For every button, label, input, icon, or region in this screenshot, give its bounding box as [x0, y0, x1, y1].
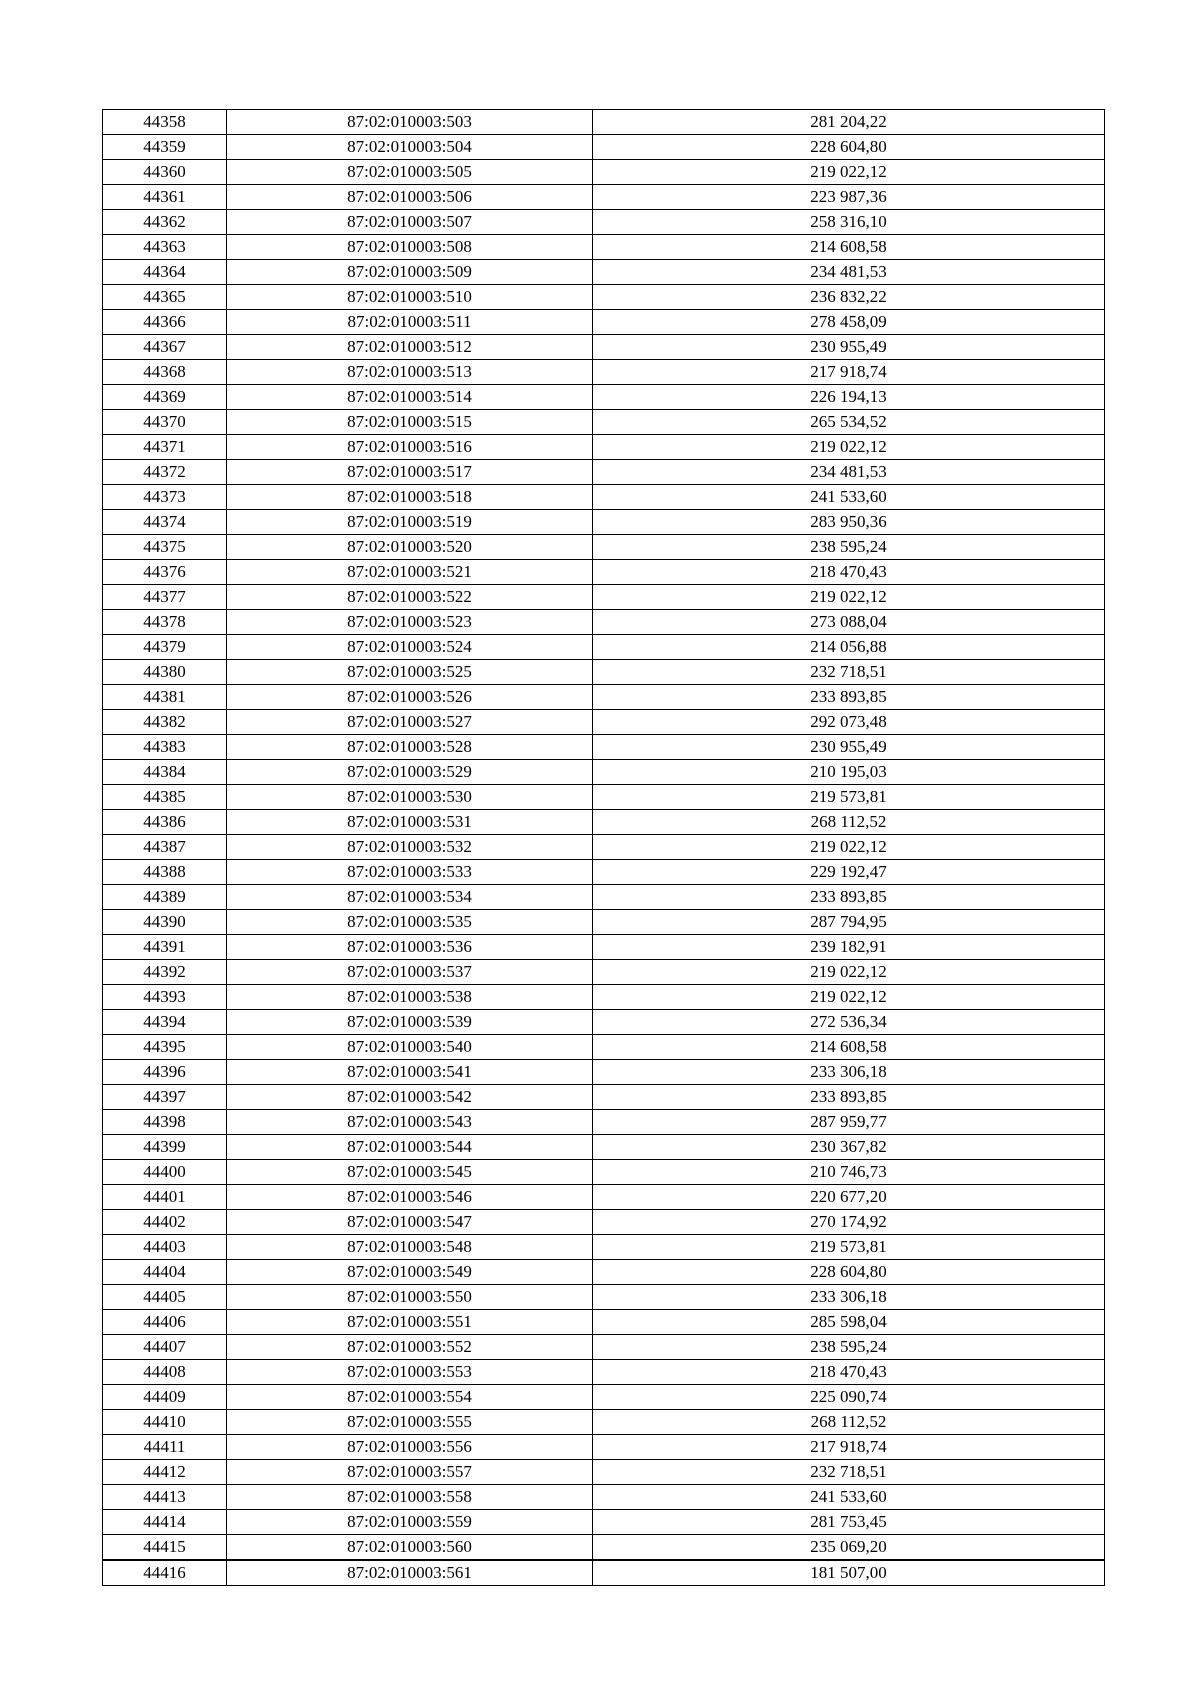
table-row [103, 1160, 1105, 1185]
table-row [103, 835, 1105, 860]
value-cell: 236 832,22 [593, 285, 1105, 310]
cadastral-number-cell: 87:02:010003:514 [227, 385, 593, 410]
value-cell: 258 316,10 [593, 210, 1105, 235]
row-number-cell: 44379 [103, 635, 227, 660]
row-number-cell: 44361 [103, 185, 227, 210]
cadastral-number-cell: 87:02:010003:552 [227, 1335, 593, 1360]
row-number-cell: 44396 [103, 1060, 227, 1085]
value-cell: 283 950,36 [593, 510, 1105, 535]
value-cell: 228 604,80 [593, 1260, 1105, 1285]
cadastral-number-cell: 87:02:010003:557 [227, 1460, 593, 1485]
cadastral-number-cell: 87:02:010003:516 [227, 435, 593, 460]
row-number-cell: 44362 [103, 210, 227, 235]
value-cell: 214 608,58 [593, 235, 1105, 260]
table-row [103, 1285, 1105, 1310]
row-number-cell: 44377 [103, 585, 227, 610]
value-cell: 241 533,60 [593, 485, 1105, 510]
table-row [103, 635, 1105, 660]
row-number-cell: 44403 [103, 1235, 227, 1260]
value-cell: 233 306,18 [593, 1060, 1105, 1085]
table-row [103, 285, 1105, 310]
table-row [103, 1485, 1105, 1510]
row-number-cell: 44413 [103, 1485, 227, 1510]
cadastral-number-cell: 87:02:010003:510 [227, 285, 593, 310]
cadastral-number-cell: 87:02:010003:507 [227, 210, 593, 235]
table-row [103, 985, 1105, 1010]
cadastral-number-cell: 87:02:010003:520 [227, 535, 593, 560]
cadastral-number-cell: 87:02:010003:559 [227, 1510, 593, 1535]
row-number-cell: 44359 [103, 135, 227, 160]
row-number-cell: 44368 [103, 360, 227, 385]
row-number-cell: 44389 [103, 885, 227, 910]
row-number-cell: 44384 [103, 760, 227, 785]
table-row [103, 110, 1105, 135]
cadastral-number-cell: 87:02:010003:528 [227, 735, 593, 760]
row-number-cell: 44367 [103, 335, 227, 360]
table-row [103, 210, 1105, 235]
table-row [103, 1360, 1105, 1385]
cadastral-number-cell: 87:02:010003:543 [227, 1110, 593, 1135]
cadastral-number-cell: 87:02:010003:524 [227, 635, 593, 660]
row-number-cell: 44360 [103, 160, 227, 185]
value-cell: 234 481,53 [593, 260, 1105, 285]
row-number-cell: 44395 [103, 1035, 227, 1060]
cadastral-number-cell: 87:02:010003:534 [227, 885, 593, 910]
cadastral-number-cell: 87:02:010003:521 [227, 560, 593, 585]
cadastral-number-cell: 87:02:010003:503 [227, 110, 593, 135]
cadastral-number-cell: 87:02:010003:561 [227, 1560, 593, 1586]
table-row [103, 1535, 1105, 1561]
table-row [103, 735, 1105, 760]
table-row [103, 1135, 1105, 1160]
row-number-cell: 44392 [103, 960, 227, 985]
table-row [103, 585, 1105, 610]
value-cell: 272 536,34 [593, 1010, 1105, 1035]
table-row [103, 160, 1105, 185]
table-row [103, 935, 1105, 960]
cadastral-number-cell: 87:02:010003:546 [227, 1185, 593, 1210]
cadastral-number-cell: 87:02:010003:515 [227, 410, 593, 435]
cadastral-number-cell: 87:02:010003:537 [227, 960, 593, 985]
table-row [103, 1260, 1105, 1285]
cadastral-number-cell: 87:02:010003:526 [227, 685, 593, 710]
cadastral-number-cell: 87:02:010003:544 [227, 1135, 593, 1160]
table-row [103, 485, 1105, 510]
row-number-cell: 44398 [103, 1110, 227, 1135]
cadastral-number-cell: 87:02:010003:530 [227, 785, 593, 810]
row-number-cell: 44375 [103, 535, 227, 560]
value-cell: 234 481,53 [593, 460, 1105, 485]
table-row [103, 710, 1105, 735]
table-row [103, 810, 1105, 835]
value-cell: 219 022,12 [593, 585, 1105, 610]
value-cell: 220 677,20 [593, 1185, 1105, 1210]
cadastral-number-cell: 87:02:010003:539 [227, 1010, 593, 1035]
value-cell: 241 533,60 [593, 1485, 1105, 1510]
cadastral-number-cell: 87:02:010003:560 [227, 1535, 593, 1561]
table-row [103, 510, 1105, 535]
value-cell: 233 893,85 [593, 1085, 1105, 1110]
row-number-cell: 44386 [103, 810, 227, 835]
value-cell: 268 112,52 [593, 1410, 1105, 1435]
cadastral-number-cell: 87:02:010003:505 [227, 160, 593, 185]
cadastral-number-cell: 87:02:010003:554 [227, 1385, 593, 1410]
value-cell: 218 470,43 [593, 1360, 1105, 1385]
cadastral-number-cell: 87:02:010003:523 [227, 610, 593, 635]
row-number-cell: 44408 [103, 1360, 227, 1385]
table-row [103, 385, 1105, 410]
cadastral-number-cell: 87:02:010003:511 [227, 310, 593, 335]
value-cell: 214 056,88 [593, 635, 1105, 660]
table-row [103, 1035, 1105, 1060]
value-cell: 233 306,18 [593, 1285, 1105, 1310]
cadastral-number-cell: 87:02:010003:545 [227, 1160, 593, 1185]
value-cell: 238 595,24 [593, 535, 1105, 560]
value-cell: 232 718,51 [593, 1460, 1105, 1485]
cadastral-number-cell: 87:02:010003:550 [227, 1285, 593, 1310]
value-cell: 226 194,13 [593, 385, 1105, 410]
cadastral-number-cell: 87:02:010003:549 [227, 1260, 593, 1285]
row-number-cell: 44402 [103, 1210, 227, 1235]
table-row [103, 335, 1105, 360]
value-cell: 218 470,43 [593, 560, 1105, 585]
row-number-cell: 44394 [103, 1010, 227, 1035]
cadastral-number-cell: 87:02:010003:553 [227, 1360, 593, 1385]
table-row [103, 1110, 1105, 1135]
cadastral-number-cell: 87:02:010003:531 [227, 810, 593, 835]
value-cell: 223 987,36 [593, 185, 1105, 210]
row-number-cell: 44407 [103, 1335, 227, 1360]
value-cell: 238 595,24 [593, 1335, 1105, 1360]
value-cell: 281 753,45 [593, 1510, 1105, 1535]
cadastral-number-cell: 87:02:010003:556 [227, 1435, 593, 1460]
table-row [103, 435, 1105, 460]
row-number-cell: 44381 [103, 685, 227, 710]
value-cell: 228 604,80 [593, 135, 1105, 160]
row-number-cell: 44380 [103, 660, 227, 685]
value-cell: 233 893,85 [593, 685, 1105, 710]
cadastral-number-cell: 87:02:010003:555 [227, 1410, 593, 1435]
value-cell: 225 090,74 [593, 1385, 1105, 1410]
row-number-cell: 44400 [103, 1160, 227, 1185]
table-row [103, 410, 1105, 435]
table-row [103, 960, 1105, 985]
cadastral-number-cell: 87:02:010003:512 [227, 335, 593, 360]
value-cell: 230 955,49 [593, 335, 1105, 360]
table-row [103, 1310, 1105, 1335]
value-cell: 230 367,82 [593, 1135, 1105, 1160]
value-cell: 287 959,77 [593, 1110, 1105, 1135]
cadastral-number-cell: 87:02:010003:551 [227, 1310, 593, 1335]
row-number-cell: 44404 [103, 1260, 227, 1285]
cadastral-number-cell: 87:02:010003:508 [227, 235, 593, 260]
table-row [103, 910, 1105, 935]
row-number-cell: 44397 [103, 1085, 227, 1110]
cadastral-number-cell: 87:02:010003:513 [227, 360, 593, 385]
table-row [103, 1410, 1105, 1435]
row-number-cell: 44393 [103, 985, 227, 1010]
row-number-cell: 44371 [103, 435, 227, 460]
cadastral-number-cell: 87:02:010003:532 [227, 835, 593, 860]
row-number-cell: 44390 [103, 910, 227, 935]
row-number-cell: 44373 [103, 485, 227, 510]
value-cell: 285 598,04 [593, 1310, 1105, 1335]
value-cell: 273 088,04 [593, 610, 1105, 635]
row-number-cell: 44388 [103, 860, 227, 885]
value-cell: 239 182,91 [593, 935, 1105, 960]
row-number-cell: 44365 [103, 285, 227, 310]
row-number-cell: 44387 [103, 835, 227, 860]
row-number-cell: 44366 [103, 310, 227, 335]
cadastral-number-cell: 87:02:010003:517 [227, 460, 593, 485]
value-cell: 219 022,12 [593, 435, 1105, 460]
table-row [103, 860, 1105, 885]
table-row [103, 1060, 1105, 1085]
table-row [103, 1510, 1105, 1535]
row-number-cell: 44399 [103, 1135, 227, 1160]
value-cell: 268 112,52 [593, 810, 1105, 835]
value-cell: 229 192,47 [593, 860, 1105, 885]
cadastral-value-table [102, 109, 1105, 1586]
table-body [103, 110, 1105, 1586]
row-number-cell: 44372 [103, 460, 227, 485]
table-row [103, 1185, 1105, 1210]
table-row [103, 560, 1105, 585]
row-number-cell: 44409 [103, 1385, 227, 1410]
table-row [103, 535, 1105, 560]
cadastral-number-cell: 87:02:010003:548 [227, 1235, 593, 1260]
value-cell: 233 893,85 [593, 885, 1105, 910]
table-row [103, 135, 1105, 160]
cadastral-number-cell: 87:02:010003:540 [227, 1035, 593, 1060]
row-number-cell: 44412 [103, 1460, 227, 1485]
cadastral-number-cell: 87:02:010003:547 [227, 1210, 593, 1235]
value-cell: 278 458,09 [593, 310, 1105, 335]
row-number-cell: 44364 [103, 260, 227, 285]
cadastral-number-cell: 87:02:010003:542 [227, 1085, 593, 1110]
row-number-cell: 44383 [103, 735, 227, 760]
table-row [103, 660, 1105, 685]
cadastral-number-cell: 87:02:010003:533 [227, 860, 593, 885]
row-number-cell: 44391 [103, 935, 227, 960]
cadastral-number-cell: 87:02:010003:541 [227, 1060, 593, 1085]
table-row [103, 685, 1105, 710]
cadastral-number-cell: 87:02:010003:522 [227, 585, 593, 610]
value-cell: 219 022,12 [593, 835, 1105, 860]
table-row [103, 460, 1105, 485]
row-number-cell: 44370 [103, 410, 227, 435]
value-cell: 219 022,12 [593, 985, 1105, 1010]
cadastral-number-cell: 87:02:010003:529 [227, 760, 593, 785]
value-cell: 210 746,73 [593, 1160, 1105, 1185]
row-number-cell: 44405 [103, 1285, 227, 1310]
value-cell: 217 918,74 [593, 1435, 1105, 1460]
cadastral-number-cell: 87:02:010003:535 [227, 910, 593, 935]
value-cell: 217 918,74 [593, 360, 1105, 385]
value-cell: 219 573,81 [593, 1235, 1105, 1260]
table-row [103, 260, 1105, 285]
table-row [103, 235, 1105, 260]
table-row [103, 360, 1105, 385]
table-row [103, 1435, 1105, 1460]
table-row [103, 1460, 1105, 1485]
value-cell: 219 022,12 [593, 960, 1105, 985]
table-row [103, 760, 1105, 785]
row-number-cell: 44416 [103, 1560, 227, 1586]
value-cell: 214 608,58 [593, 1035, 1105, 1060]
table-row [103, 610, 1105, 635]
table-row [103, 310, 1105, 335]
value-cell: 219 573,81 [593, 785, 1105, 810]
value-cell: 265 534,52 [593, 410, 1105, 435]
cadastral-number-cell: 87:02:010003:506 [227, 185, 593, 210]
table-row [103, 1560, 1105, 1586]
value-cell: 235 069,20 [593, 1535, 1105, 1561]
table-row [103, 1385, 1105, 1410]
table-row [103, 185, 1105, 210]
table-row [103, 1335, 1105, 1360]
cadastral-number-cell: 87:02:010003:504 [227, 135, 593, 160]
value-cell: 232 718,51 [593, 660, 1105, 685]
table-row [103, 1210, 1105, 1235]
cadastral-number-cell: 87:02:010003:558 [227, 1485, 593, 1510]
cadastral-number-cell: 87:02:010003:536 [227, 935, 593, 960]
table-row [103, 1010, 1105, 1035]
cadastral-number-cell: 87:02:010003:525 [227, 660, 593, 685]
row-number-cell: 44415 [103, 1535, 227, 1561]
cadastral-number-cell: 87:02:010003:527 [227, 710, 593, 735]
value-cell: 219 022,12 [593, 160, 1105, 185]
value-cell: 292 073,48 [593, 710, 1105, 735]
value-cell: 230 955,49 [593, 735, 1105, 760]
table-row [103, 1235, 1105, 1260]
row-number-cell: 44414 [103, 1510, 227, 1535]
row-number-cell: 44358 [103, 110, 227, 135]
row-number-cell: 44378 [103, 610, 227, 635]
cadastral-number-cell: 87:02:010003:509 [227, 260, 593, 285]
cadastral-number-cell: 87:02:010003:518 [227, 485, 593, 510]
value-cell: 181 507,00 [593, 1560, 1105, 1586]
row-number-cell: 44401 [103, 1185, 227, 1210]
row-number-cell: 44369 [103, 385, 227, 410]
row-number-cell: 44385 [103, 785, 227, 810]
row-number-cell: 44363 [103, 235, 227, 260]
row-number-cell: 44406 [103, 1310, 227, 1335]
value-cell: 281 204,22 [593, 110, 1105, 135]
row-number-cell: 44410 [103, 1410, 227, 1435]
value-cell: 210 195,03 [593, 760, 1105, 785]
table-row [103, 785, 1105, 810]
table-row [103, 1085, 1105, 1110]
row-number-cell: 44382 [103, 710, 227, 735]
cadastral-number-cell: 87:02:010003:519 [227, 510, 593, 535]
table-row [103, 885, 1105, 910]
cadastral-number-cell: 87:02:010003:538 [227, 985, 593, 1010]
row-number-cell: 44411 [103, 1435, 227, 1460]
row-number-cell: 44376 [103, 560, 227, 585]
value-cell: 270 174,92 [593, 1210, 1105, 1235]
value-cell: 287 794,95 [593, 910, 1105, 935]
row-number-cell: 44374 [103, 510, 227, 535]
